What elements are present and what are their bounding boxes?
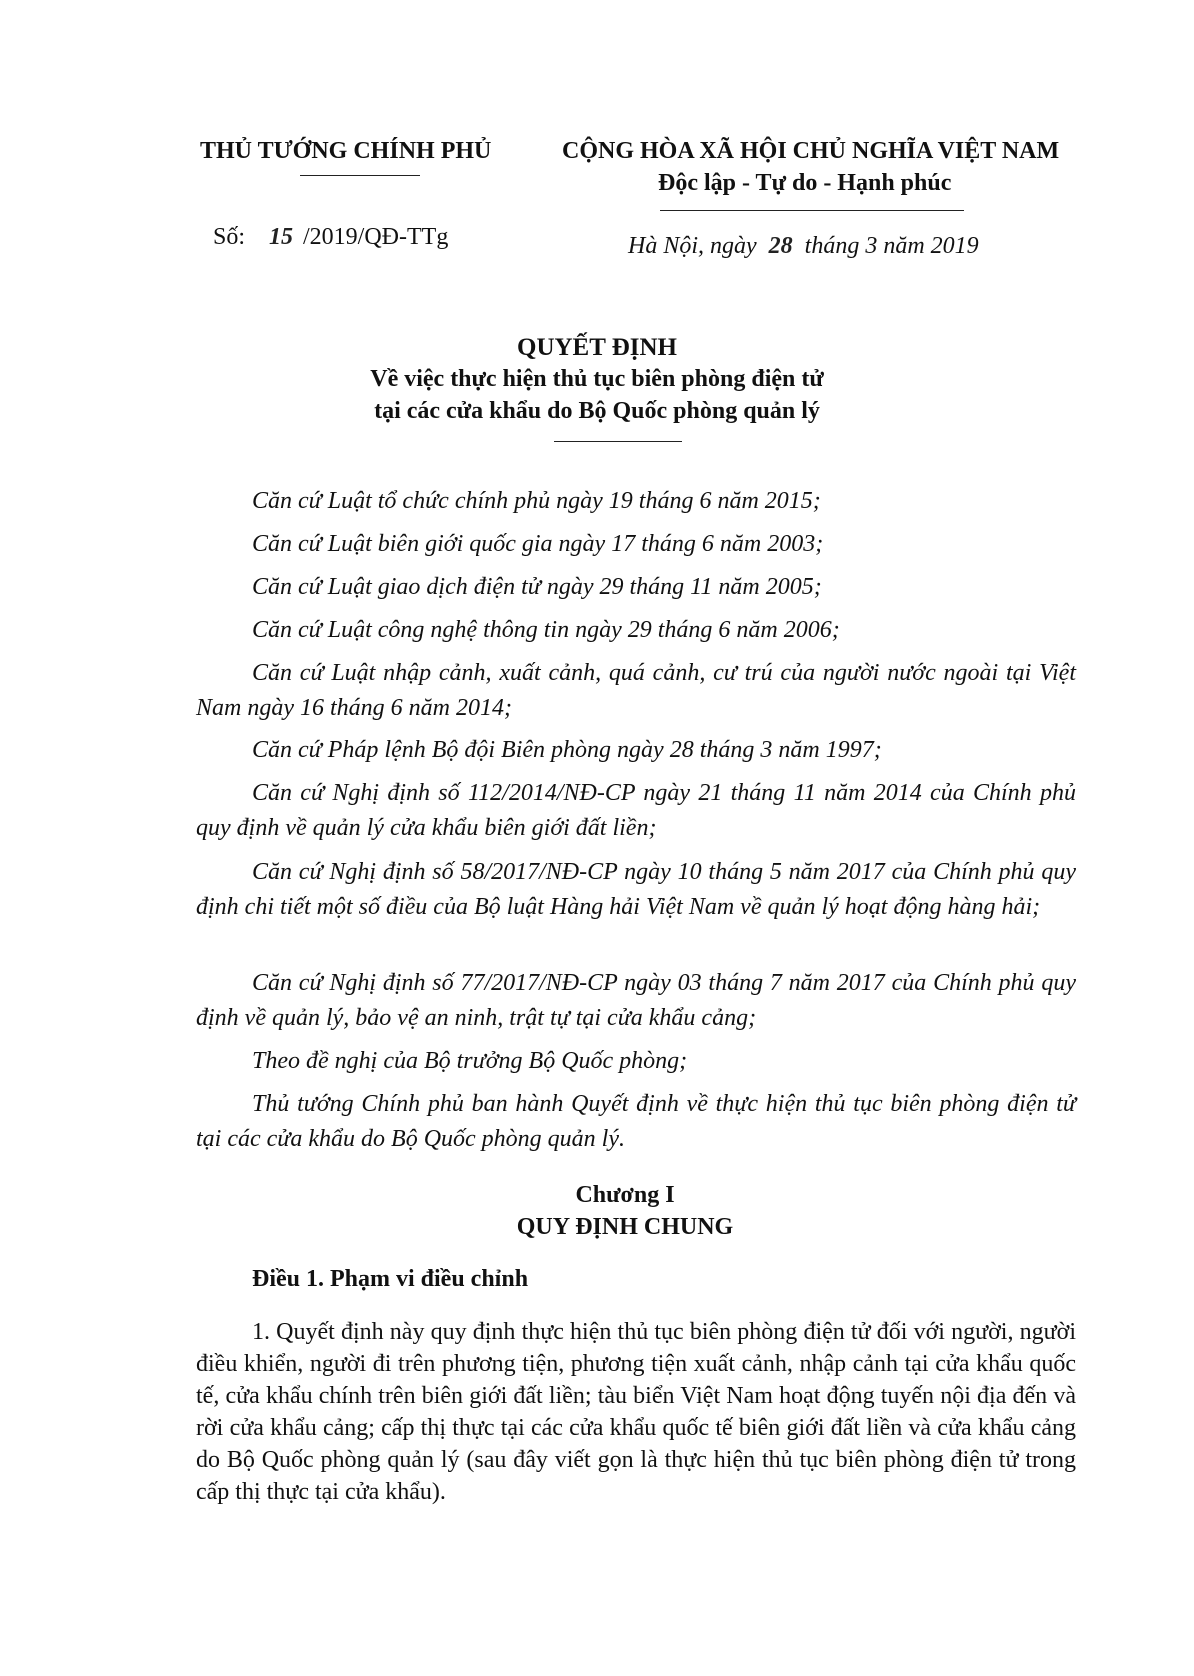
title-underline xyxy=(554,441,682,442)
preamble-10: Theo đề nghị của Bộ trưởng Bộ Quốc phòng; xyxy=(252,1048,688,1074)
article-1-heading: Điều 1. Phạm vi điều chỉnh xyxy=(252,1266,529,1292)
preamble-11: Thủ tướng Chính phủ ban hành Quyết định về thực hiện thủ tục biên phòng điện tử tại các cửa khẩu do Bộ Quốc phòng quản lý. xyxy=(196,1091,1076,1152)
number-prefix: Số: xyxy=(213,224,246,250)
motto-underline xyxy=(660,210,964,211)
article-1-clause-1: 1. Quyết định này quy định thực hiện thủ tục biên phòng điện tử đối với người, người điều khiển, người đi trên phương tiện, phương tiện xuất cảnh, nhập cảnh tại cửa khẩu quốc tế, cửa khẩu chính trên biên giới đất liền; tàu biển Việt Nam hoạt động tuyến nội địa đến và rời cửa khẩu cảng; cấp thị thực tại các cửa khẩu quốc tế biên giới đất liền và cửa khẩu cảng do Bộ Quốc phòng quản lý (sau đây viết gọn là thực hiện thủ tục biên phòng điện tử trong cấp thị thực tại cửa khẩu). xyxy=(196,1319,1076,1505)
document-type: QUYẾT ĐỊNH xyxy=(517,334,677,361)
preamble-3: Căn cứ Luật giao dịch điện tử ngày 29 tháng 11 năm 2005; xyxy=(252,574,822,600)
date-suffix: tháng 3 năm 2019 xyxy=(804,233,979,259)
national-motto: Độc lập - Tự do - Hạnh phúc xyxy=(658,170,952,196)
subject-line-1: Về việc thực hiện thủ tục biên phòng điện tử xyxy=(370,366,824,392)
number-suffix: /2019/QĐ-TTg xyxy=(303,224,449,250)
chapter-title: QUY ĐỊNH CHUNG xyxy=(516,1214,734,1240)
agency-underline xyxy=(300,175,420,176)
national-title: CỘNG HÒA XÃ HỘI CHỦ NGHĨA VIỆT NAM xyxy=(562,138,1060,164)
document-number xyxy=(213,224,448,251)
issue-date xyxy=(628,233,979,260)
preamble-9: Căn cứ Nghị định số 77/2017/NĐ-CP ngày 03 tháng 7 năm 2017 của Chính phủ quy định về quản lý, bảo vệ an ninh, trật tự tại cửa khẩu cảng; xyxy=(196,970,1076,1031)
date-prefix: Hà Nội, ngày xyxy=(628,233,757,259)
preamble-4: Căn cứ Luật công nghệ thông tin ngày 29 tháng 6 năm 2006; xyxy=(252,617,840,643)
preamble-1: Căn cứ Luật tổ chức chính phủ ngày 19 tháng 6 năm 2015; xyxy=(252,488,821,514)
preamble-7: Căn cứ Nghị định số 112/2014/NĐ-CP ngày 21 tháng 11 năm 2014 của Chính phủ quy định về quản lý cửa khẩu biên giới đất liền; xyxy=(196,780,1076,841)
issuing-agency: THỦ TƯỚNG CHÍNH PHỦ xyxy=(200,138,492,164)
preamble-6: Căn cứ Pháp lệnh Bộ đội Biên phòng ngày 28 tháng 3 năm 1997; xyxy=(252,737,882,763)
subject-line-2: tại các cửa khẩu do Bộ Quốc phòng quản lý xyxy=(374,398,820,424)
preamble-2: Căn cứ Luật biên giới quốc gia ngày 17 tháng 6 năm 2003; xyxy=(252,531,824,557)
number-handwritten: 15 xyxy=(269,224,294,250)
preamble-8: Căn cứ Nghị định số 58/2017/NĐ-CP ngày 10 tháng 5 năm 2017 của Chính phủ quy định chi tiết một số điều của Bộ luật Hàng hải Việt Nam về quản lý hoạt động hàng hải; xyxy=(196,859,1076,920)
preamble-5: Căn cứ Luật nhập cảnh, xuất cảnh, quá cảnh, cư trú của người nước ngoài tại Việt Nam ngày 16 tháng 6 năm 2014; xyxy=(196,660,1076,721)
chapter-label: Chương I xyxy=(575,1182,675,1208)
date-day-handwritten: 28 xyxy=(768,233,793,259)
